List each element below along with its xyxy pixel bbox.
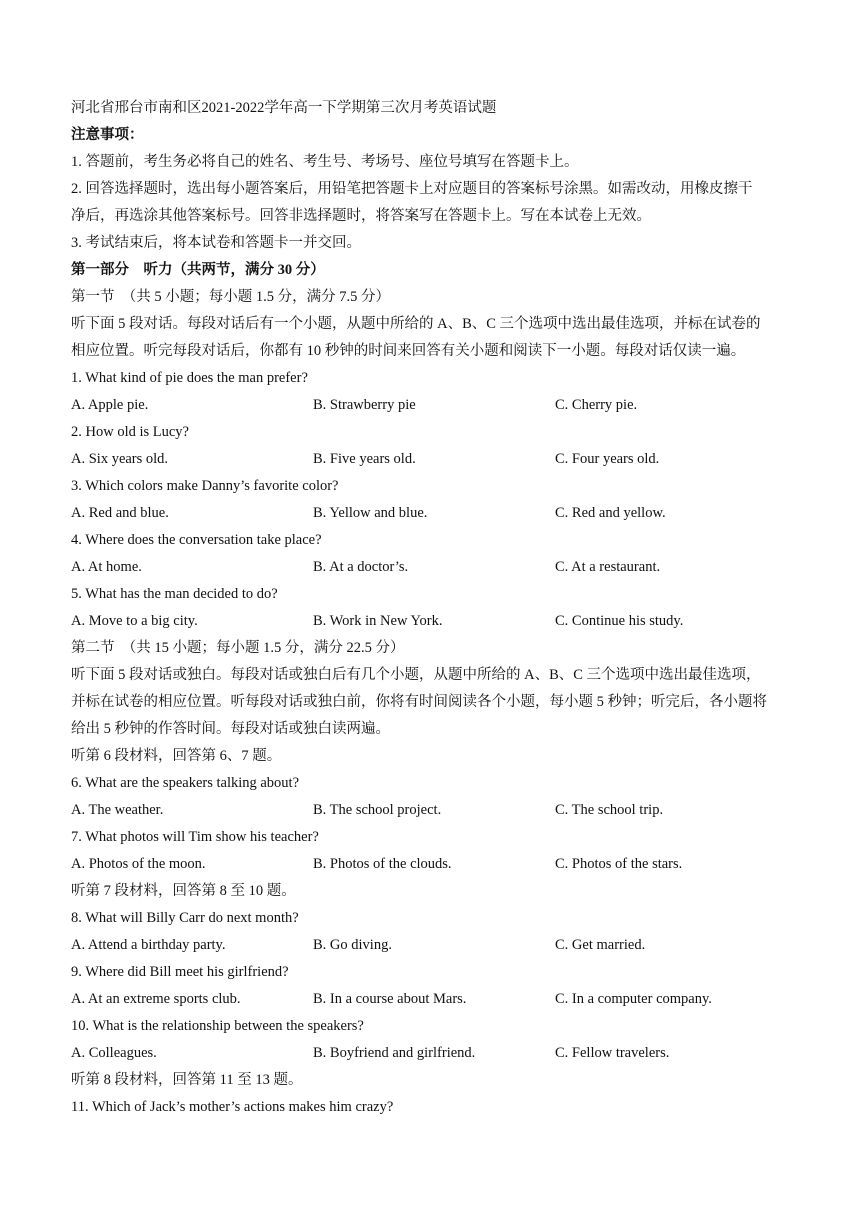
notice-item-2: 2. 回答选择题时，选出每小题答案后，用铅笔把答题卡上对应题目的答案标号涂黑。如需改动，用橡皮擦干 <box>71 181 753 197</box>
section1-instructions-line1: 听下面 5 段对话。每段对话后有一个小题，从题中所给的 A、B、C 三个选项中选出最佳选项，并标在试卷的 <box>71 316 761 332</box>
q1-option-b: B. Strawberry pie <box>313 397 416 413</box>
question-6: 6. What are the speakers talking about? <box>71 775 300 791</box>
q3-option-a: A. Red and blue. <box>71 505 169 521</box>
question-1: 1. What kind of pie does the man prefer? <box>71 370 308 386</box>
q3-option-c: C. Red and yellow. <box>555 505 666 521</box>
notice-item-3: 3. 考试结束后，将本试卷和答题卡一并交回。 <box>71 235 361 251</box>
question-7: 7. What photos will Tim show his teacher? <box>71 829 319 845</box>
part1-heading: 第一部分 听力（共两节，满分 30 分） <box>71 262 325 278</box>
q2-option-a: A. Six years old. <box>71 451 169 467</box>
question-10: 10. What is the relationship between the speakers? <box>71 1018 364 1034</box>
q4-option-b: B. At a doctor’s. <box>313 559 409 575</box>
q8-option-a: A. Attend a birthday party. <box>71 937 226 953</box>
section2-instructions-line3: 给出 5 秒钟的作答时间。每段对话或独白读两遍。 <box>71 721 390 737</box>
q2-option-c: C. Four years old. <box>555 451 660 467</box>
exam-title: 河北省邢台市南和区2021-2022学年高一下学期第三次月考英语试题 <box>71 100 497 116</box>
q6-option-b: B. The school project. <box>313 802 442 818</box>
q5-option-a: A. Move to a big city. <box>71 613 198 629</box>
section1-instructions-line2: 相应位置。听完每段对话后，你都有 10 秒钟的时间来回答有关小题和阅读下一小题。每段对话仅读一遍。 <box>71 343 746 359</box>
notice-heading: 注意事项： <box>71 127 144 143</box>
section2-instructions-line1: 听下面 5 段对话或独白。每段对话或独白后有几个小题，从题中所给的 A、B、C 三个选项中选出最佳选项， <box>71 667 761 683</box>
q7-option-a: A. Photos of the moon. <box>71 856 206 872</box>
material-6-label: 听第 6 段材料，回答第 6、7 题。 <box>71 748 282 764</box>
q9-option-b: B. In a course about Mars. <box>313 991 467 1007</box>
q10-option-c: C. Fellow travelers. <box>555 1045 670 1061</box>
q9-option-a: A. At an extreme sports club. <box>71 991 241 1007</box>
q1-option-c: C. Cherry pie. <box>555 397 638 413</box>
q5-option-c: C. Continue his study. <box>555 613 684 629</box>
q2-option-b: B. Five years old. <box>313 451 416 467</box>
section2-instructions-line2: 并标在试卷的相应位置。听每段对话或独白前，你将有时间阅读各个小题，每小题 5 秒钟；听完后，各小题将 <box>71 694 767 710</box>
q6-option-c: C. The school trip. <box>555 802 664 818</box>
q8-option-c: C. Get married. <box>555 937 646 953</box>
q10-option-a: A. Colleagues. <box>71 1045 157 1061</box>
question-5: 5. What has the man decided to do? <box>71 586 278 602</box>
q4-option-a: A. At home. <box>71 559 142 575</box>
material-7-label: 听第 7 段材料，回答第 8 至 10 题。 <box>71 883 296 899</box>
q7-option-c: C. Photos of the stars. <box>555 856 683 872</box>
q8-option-b: B. Go diving. <box>313 937 392 953</box>
question-11: 11. Which of Jack’s mother’s actions makes him crazy? <box>71 1099 394 1115</box>
material-8-label: 听第 8 段材料，回答第 11 至 13 题。 <box>71 1072 303 1088</box>
question-9: 9. Where did Bill meet his girlfriend? <box>71 964 289 980</box>
q1-option-a: A. Apple pie. <box>71 397 149 413</box>
question-3: 3. Which colors make Danny’s favorite color? <box>71 478 339 494</box>
section1-heading: 第一节 （共 5 小题；每小题 1.5 分，满分 7.5 分） <box>71 289 390 305</box>
notice-item-2-cont: 净后，再选涂其他答案标号。回答非选择题时，将答案写在答题卡上。写在本试卷上无效。 <box>71 208 651 224</box>
q10-option-b: B. Boyfriend and girlfriend. <box>313 1045 476 1061</box>
q5-option-b: B. Work in New York. <box>313 613 443 629</box>
question-2: 2. How old is Lucy? <box>71 424 189 440</box>
q6-option-a: A. The weather. <box>71 802 164 818</box>
section2-heading: 第二节 （共 15 小题；每小题 1.5 分，满分 22.5 分） <box>71 640 405 656</box>
question-4: 4. Where does the conversation take place? <box>71 532 322 548</box>
notice-item-1: 1. 答题前，考生务必将自己的姓名、考生号、考场号、座位号填写在答题卡上。 <box>71 154 579 170</box>
q4-option-c: C. At a restaurant. <box>555 559 661 575</box>
q3-option-b: B. Yellow and blue. <box>313 505 428 521</box>
q9-option-c: C. In a computer company. <box>555 991 712 1007</box>
question-8: 8. What will Billy Carr do next month? <box>71 910 299 926</box>
q7-option-b: B. Photos of the clouds. <box>313 856 452 872</box>
